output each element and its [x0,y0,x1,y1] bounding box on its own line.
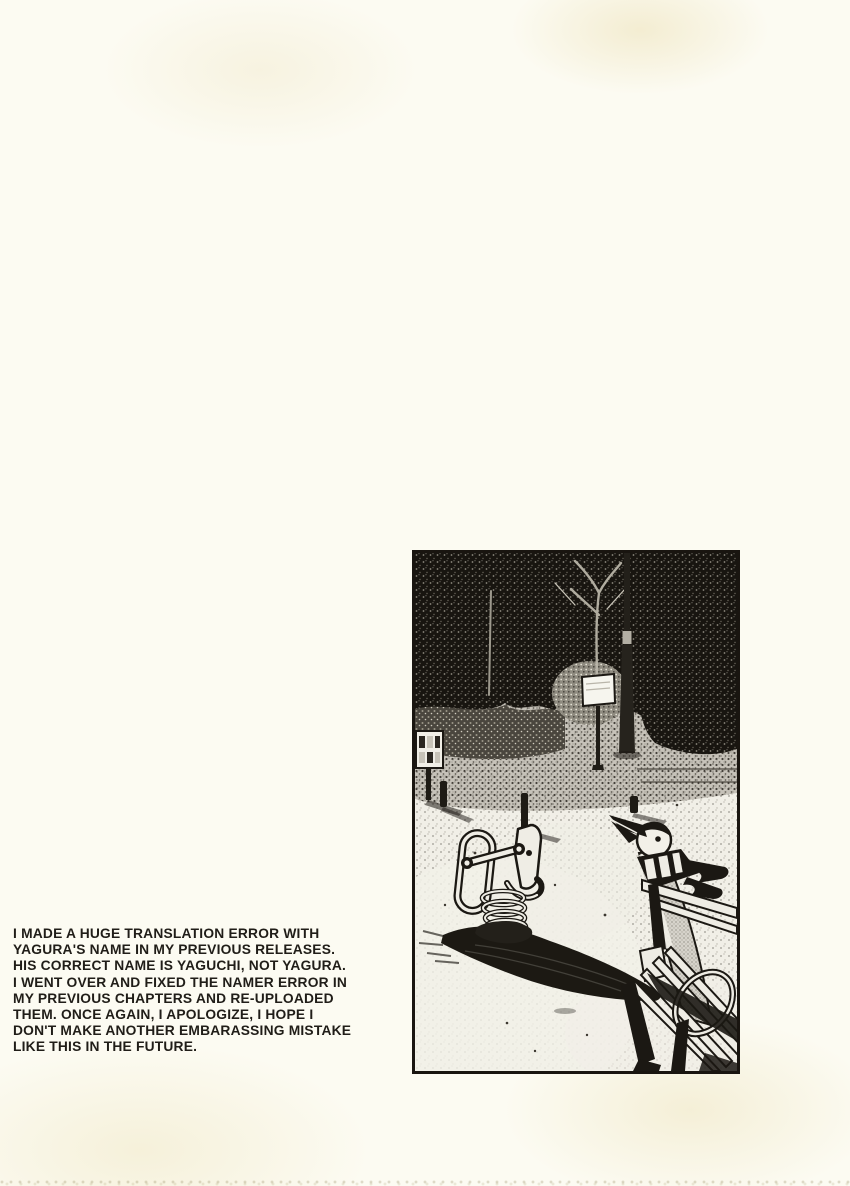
note-line: I WENT OVER AND FIXED THE NAMER ERROR IN [13,974,348,990]
note-line: HIS CORRECT NAME IS YAGUCHI, NOT YAGURA. [13,958,347,974]
park-scene-art [415,553,737,1071]
note-line: THEM. ONCE AGAIN, I APOLOGIZE, I HOPE I [13,1007,314,1023]
page-edge-grain [0,1173,850,1186]
note-line: YAGURA'S NAME IN MY PREVIOUS RELEASES. [13,942,336,958]
note-line: MY PREVIOUS CHAPTERS AND RE-UPLOADED [13,990,334,1006]
note-line: DON'T MAKE ANOTHER EMBARASSING MISTAKE [13,1023,352,1039]
manga-panel-park-scene [412,550,740,1074]
translator-note [13,926,351,1056]
note-line: I MADE A HUGE TRANSLATION ERROR WITH [13,926,320,941]
note-line: LIKE THIS IN THE FUTURE. [13,1039,198,1055]
duck-eye [655,836,661,842]
